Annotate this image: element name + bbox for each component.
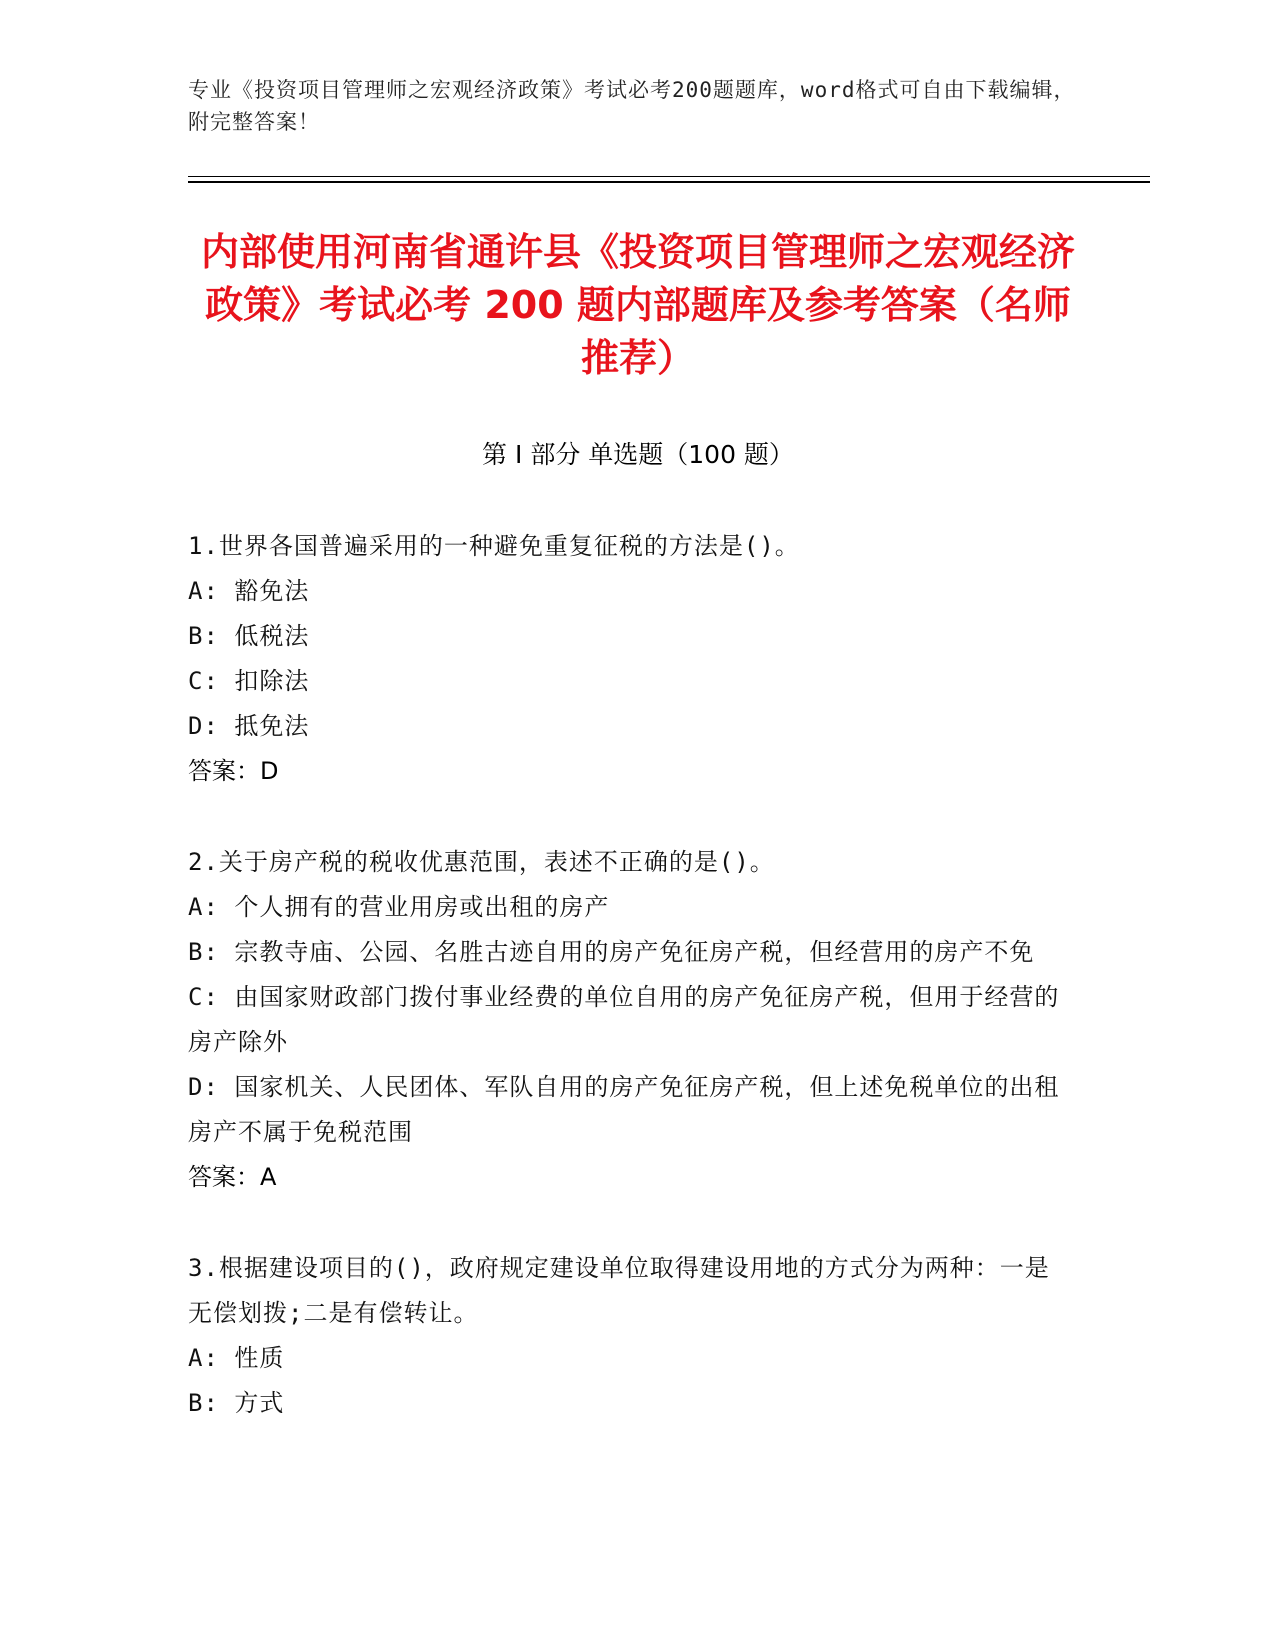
answer-line: 答案：D xyxy=(188,757,279,785)
option-c: C: 扣除法 xyxy=(188,667,310,695)
option-a: A: 豁免法 xyxy=(188,577,310,605)
question-stem: 2.关于房产税的税收优惠范围，表述不正确的是()。 xyxy=(188,848,775,876)
document-title: 内部使用河南省通许县《投资项目管理师之宏观经济政策》考试必考 200 题内部题库及参考答案（名师推荐） xyxy=(200,230,1075,380)
option-d: D: 抵免法 xyxy=(188,712,310,740)
answer-line: 答案：A xyxy=(188,1163,277,1191)
section-heading: 第 I 部分 单选题（100 题） xyxy=(482,440,794,469)
question-3 xyxy=(188,1246,1068,1426)
option-b: B: 宗教寺庙、公园、名胜古迹自用的房产免征房产税，但经营用的房产不免 xyxy=(188,938,1035,966)
question-stem: 1.世界各国普遍采用的一种避免重复征税的方法是()。 xyxy=(188,532,800,560)
option-d: D: 国家机关、人民团体、军队自用的房产免征房产税，但上述免税单位的出租房产不属于免税范围 xyxy=(188,1073,1060,1146)
option-b: B: 方式 xyxy=(188,1389,285,1417)
question-list xyxy=(188,524,1068,1472)
question-1 xyxy=(188,524,1068,794)
header-note: 专业《投资项目管理师之宏观经济政策》考试必考200题题库，word格式可自由下载编辑，附完整答案！ xyxy=(188,78,1076,134)
option-a: A: 个人拥有的营业用房或出租的房产 xyxy=(188,893,610,921)
option-a: A: 性质 xyxy=(188,1344,285,1372)
option-b: B: 低税法 xyxy=(188,622,310,650)
header-divider-thin xyxy=(188,176,1150,177)
option-c: C: 由国家财政部门拨付事业经费的单位自用的房产免征房产税，但用于经营的房产除外 xyxy=(188,983,1060,1056)
question-2 xyxy=(188,840,1068,1200)
question-stem: 3.根据建设项目的()，政府规定建设单位取得建设用地的方式分为两种：一是无偿划拨;二是有偿转让。 xyxy=(188,1254,1050,1327)
header-divider-thick xyxy=(188,181,1150,183)
